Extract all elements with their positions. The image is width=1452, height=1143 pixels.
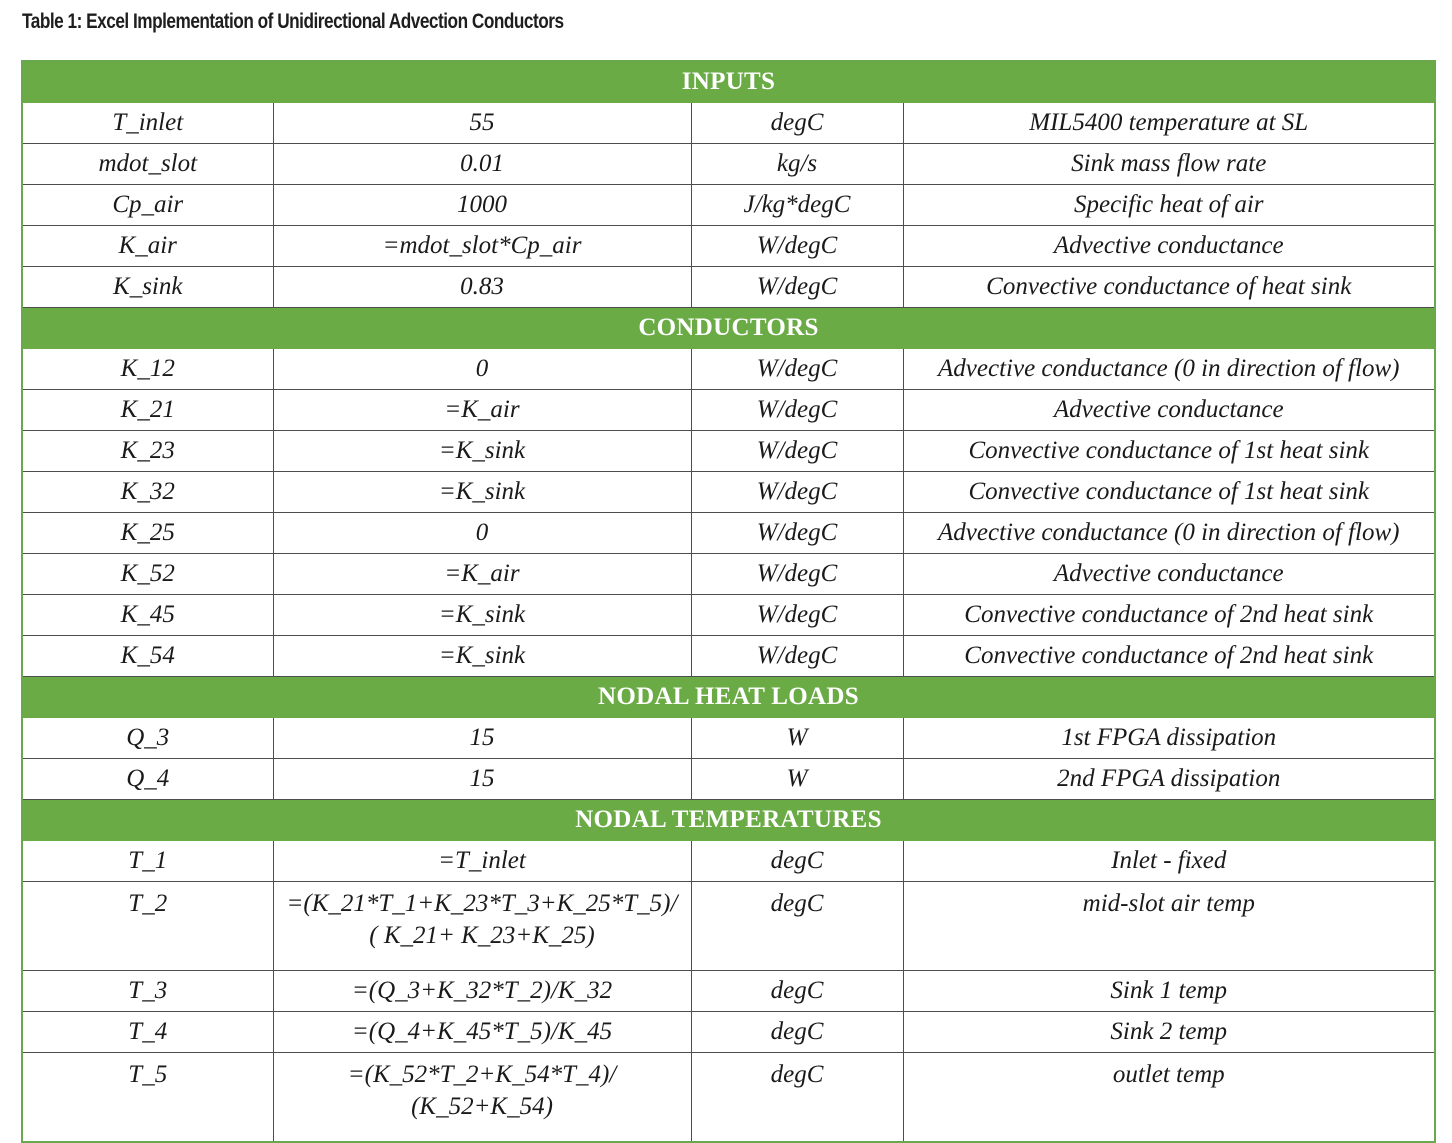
- cell-value: 55: [273, 103, 691, 144]
- cell-value: 0.83: [273, 267, 691, 308]
- cell-unit: W/degC: [691, 390, 903, 431]
- cell-name: K_12: [22, 349, 273, 390]
- formula-line-2: (K_52+K_54): [411, 1093, 553, 1120]
- cell-desc: Convective conductance of 2nd heat sink: [903, 636, 1435, 677]
- cell-unit: degC: [691, 103, 903, 144]
- cell-value: [273, 882, 691, 971]
- table-row: [22, 595, 1435, 636]
- formula-line-1: =(K_21*T_1+K_23*T_3+K_25*T_5)/: [286, 890, 678, 917]
- cell-name: K_sink: [22, 267, 273, 308]
- table-row: [22, 390, 1435, 431]
- cell-name: mdot_slot: [22, 144, 273, 185]
- cell-name: K_54: [22, 636, 273, 677]
- table-row: [22, 841, 1435, 882]
- cell-desc: Convective conductance of 1st heat sink: [903, 472, 1435, 513]
- cell-value: 15: [273, 759, 691, 800]
- cell-unit: degC: [691, 882, 903, 971]
- cell-value: =mdot_slot*Cp_air: [273, 226, 691, 267]
- cell-value: =K_sink: [273, 636, 691, 677]
- cell-name: T_3: [22, 971, 273, 1012]
- cell-unit: W/degC: [691, 513, 903, 554]
- cell-value: =K_sink: [273, 595, 691, 636]
- cell-value: 0: [273, 349, 691, 390]
- table-row: [22, 759, 1435, 800]
- cell-unit: W/degC: [691, 267, 903, 308]
- cell-name: K_52: [22, 554, 273, 595]
- cell-value: [273, 1053, 691, 1143]
- cell-unit: W: [691, 759, 903, 800]
- table-row: [22, 472, 1435, 513]
- cell-desc: outlet temp: [903, 1053, 1435, 1143]
- section-header-row: [22, 677, 1435, 718]
- section-title: NODAL HEAT LOADS: [22, 677, 1435, 718]
- table-row: [22, 267, 1435, 308]
- cell-name: K_air: [22, 226, 273, 267]
- cell-name: Cp_air: [22, 185, 273, 226]
- table-row: [22, 226, 1435, 267]
- cell-name: K_25: [22, 513, 273, 554]
- table-row: [22, 144, 1435, 185]
- formula-line-1: =(K_52*T_2+K_54*T_4)/: [347, 1061, 617, 1088]
- table-row: [22, 185, 1435, 226]
- cell-desc: Convective conductance of heat sink: [903, 267, 1435, 308]
- cell-unit: W/degC: [691, 636, 903, 677]
- cell-desc: Advective conductance (0 in direction of flow): [903, 349, 1435, 390]
- cell-value: =K_sink: [273, 431, 691, 472]
- cell-name: K_21: [22, 390, 273, 431]
- cell-unit: W: [691, 718, 903, 759]
- table-body: [22, 61, 1435, 1142]
- cell-value: =K_sink: [273, 472, 691, 513]
- cell-value: =(Q_4+K_45*T_5)/K_45: [273, 1012, 691, 1053]
- cell-desc: 2nd FPGA dissipation: [903, 759, 1435, 800]
- cell-desc: mid-slot air temp: [903, 882, 1435, 971]
- cell-value: 0.01: [273, 144, 691, 185]
- cell-unit: degC: [691, 971, 903, 1012]
- section-title: CONDUCTORS: [22, 308, 1435, 349]
- cell-unit: W/degC: [691, 431, 903, 472]
- cell-unit: W/degC: [691, 226, 903, 267]
- cell-name: T_1: [22, 841, 273, 882]
- cell-desc: Advective conductance (0 in direction of flow): [903, 513, 1435, 554]
- cell-value: =K_air: [273, 554, 691, 595]
- cell-unit: kg/s: [691, 144, 903, 185]
- cell-unit: J/kg*degC: [691, 185, 903, 226]
- cell-value: 15: [273, 718, 691, 759]
- cell-unit: degC: [691, 841, 903, 882]
- section-title: INPUTS: [22, 61, 1435, 103]
- cell-desc: MIL5400 temperature at SL: [903, 103, 1435, 144]
- cell-name: K_23: [22, 431, 273, 472]
- section-header-row: [22, 308, 1435, 349]
- cell-unit: W/degC: [691, 554, 903, 595]
- table-row: [22, 971, 1435, 1012]
- cell-value: 0: [273, 513, 691, 554]
- cell-unit: W/degC: [691, 595, 903, 636]
- table-row: [22, 882, 1435, 971]
- cell-desc: Advective conductance: [903, 226, 1435, 267]
- table-row: [22, 513, 1435, 554]
- cell-desc: Specific heat of air: [903, 185, 1435, 226]
- table-row: [22, 1053, 1435, 1143]
- table-row: [22, 636, 1435, 677]
- cell-desc: 1st FPGA dissipation: [903, 718, 1435, 759]
- cell-desc: Advective conductance: [903, 554, 1435, 595]
- cell-value: =(Q_3+K_32*T_2)/K_32: [273, 971, 691, 1012]
- cell-desc: Inlet - fixed: [903, 841, 1435, 882]
- cell-desc: Sink 2 temp: [903, 1012, 1435, 1053]
- formula-line-2: ( K_21+ K_23+K_25): [369, 922, 595, 949]
- cell-name: T_2: [22, 882, 273, 971]
- section-title: NODAL TEMPERATURES: [22, 800, 1435, 841]
- cell-desc: Sink 1 temp: [903, 971, 1435, 1012]
- table-row: [22, 349, 1435, 390]
- cell-unit: W/degC: [691, 472, 903, 513]
- cell-name: Q_3: [22, 718, 273, 759]
- cell-name: T_4: [22, 1012, 273, 1053]
- cell-name: T_inlet: [22, 103, 273, 144]
- cell-name: Q_4: [22, 759, 273, 800]
- advection-conductors-table: [21, 60, 1436, 1143]
- cell-name: K_45: [22, 595, 273, 636]
- cell-value: 1000: [273, 185, 691, 226]
- cell-unit: degC: [691, 1012, 903, 1053]
- table-row: [22, 431, 1435, 472]
- table-row: [22, 103, 1435, 144]
- section-header-row: [22, 61, 1435, 103]
- cell-desc: Sink mass flow rate: [903, 144, 1435, 185]
- cell-name: T_5: [22, 1053, 273, 1143]
- cell-unit: W/degC: [691, 349, 903, 390]
- table-row: [22, 718, 1435, 759]
- cell-desc: Convective conductance of 1st heat sink: [903, 431, 1435, 472]
- cell-value: =T_inlet: [273, 841, 691, 882]
- cell-unit: degC: [691, 1053, 903, 1143]
- cell-name: K_32: [22, 472, 273, 513]
- section-header-row: [22, 800, 1435, 841]
- cell-value: =K_air: [273, 390, 691, 431]
- cell-desc: Convective conductance of 2nd heat sink: [903, 595, 1435, 636]
- table-row: [22, 1012, 1435, 1053]
- table-row: [22, 554, 1435, 595]
- table-caption: Table 1: Excel Implementation of Unidirectional Advection Conductors: [22, 10, 564, 33]
- cell-desc: Advective conductance: [903, 390, 1435, 431]
